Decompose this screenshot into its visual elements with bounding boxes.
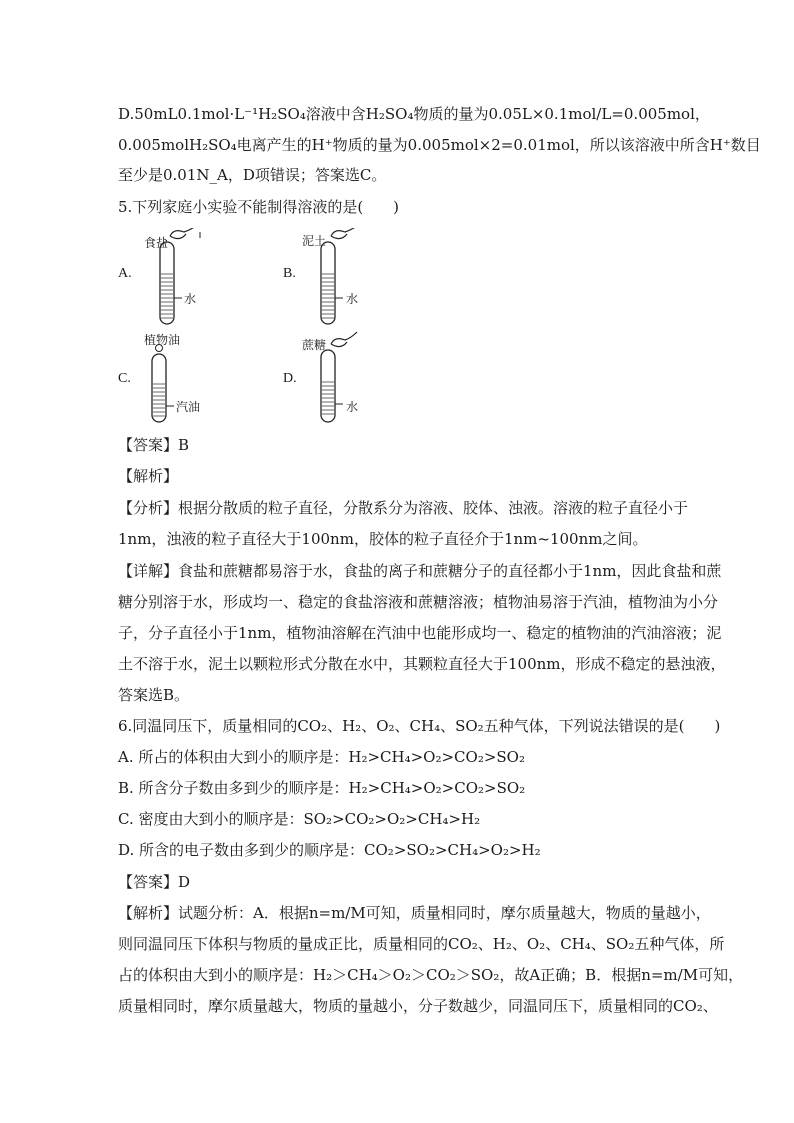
tube-c-side-label: 汽油 bbox=[176, 400, 201, 414]
tube-d-side-label: 水 bbox=[346, 400, 359, 414]
option-c: C. 密度由大到小的顺序是：SO₂>CO₂>O₂>CH₄>H₂ bbox=[118, 810, 481, 828]
tube-b-side-label: 水 bbox=[346, 292, 359, 306]
text-line: 【详解】食盐和蔗糖都易溶于水，食盐的离子和蔗糖分子的直径都小于1nm，因此食盐和蔗 bbox=[118, 562, 722, 580]
text-line: 子，分子直径小于1nm，植物油溶解在汽油中也能形成均一、稳定的植物油的汽油溶液；泥 bbox=[118, 624, 722, 642]
text-line: 糖分别溶于水，形成均一、稳定的食盐溶液和蔗糖溶液；植物油易溶于汽油，植物油为小分 bbox=[118, 593, 719, 611]
question-6-stem: 6.同温同压下，质量相同的CO₂、H₂、O₂、CH₄、SO₂五种气体，下列说法错误的是( ) bbox=[118, 717, 721, 735]
option-a-letter: A. bbox=[118, 266, 132, 281]
text-line: D.50mL0.1mol·L⁻¹H₂SO₄溶液中含H₂SO₄物质的量为0.05L×0.1mol/L=0.005mol， bbox=[118, 105, 710, 123]
text-line: 【分析】根据分散质的粒子直径，分散系分为溶液、胶体、浊液。溶液的粒子直径小于 bbox=[118, 499, 689, 517]
tube-d-top-label: 蔗糖 bbox=[302, 338, 327, 352]
text-line: 则同温同压下体积与物质的量成正比，质量相同的CO₂、H₂、O₂、CH₄、SO₂五种气体，所 bbox=[118, 935, 725, 953]
option-b-letter: B. bbox=[283, 266, 296, 281]
option-c-letter: C. bbox=[118, 371, 131, 386]
tube-b-top-label: 泥土 bbox=[302, 234, 327, 248]
text-line: 土不溶于水，泥土以颗粒形式分散在水中，其颗粒直径大于100nm，形成不稳定的悬浊液， bbox=[118, 655, 726, 673]
option-d: D. 所含的电子数由多到少的顺序是：CO₂>SO₂>CH₄>O₂>H₂ bbox=[118, 841, 541, 859]
option-d-letter: D. bbox=[283, 371, 297, 386]
text-line: 1nm，浊液的粒子直径大于100nm，胶体的粒子直径介于1nm~100nm之间。 bbox=[118, 530, 648, 548]
option-a: A. 所占的体积由大到小的顺序是：H₂>CH₄>O₂>CO₂>SO₂ bbox=[118, 748, 525, 766]
question-5-stem: 5.下列家庭小实验不能制得溶液的是( ) bbox=[118, 198, 400, 216]
answer-label: 【答案】B bbox=[118, 436, 190, 454]
text-line: 0.005molH₂SO₄电离产生的H⁺物质的量为0.005mol×2=0.01mol，所以该溶液中所含H⁺数目 bbox=[118, 136, 761, 154]
tube-c-top-label: 植物油 bbox=[144, 333, 181, 347]
tube-a-top-label: 食盐 bbox=[144, 236, 169, 250]
text-line: 占的体积由大到小的顺序是：H₂＞CH₄＞O₂＞CO₂＞SO₂，故A正确；B．根据n=m/M可知， bbox=[118, 966, 744, 984]
answer-label: 【答案】D bbox=[118, 873, 191, 891]
text-line: 答案选B。 bbox=[118, 686, 190, 704]
option-b: B. 所含分子数由多到少的顺序是：H₂>CH₄>O₂>CO₂>SO₂ bbox=[118, 779, 526, 797]
text-line: 【解析】试题分析：A．根据n=m/M可知，质量相同时，摩尔质量越大，物质的量越小， bbox=[118, 904, 711, 922]
analysis-heading: 【解析】 bbox=[118, 467, 179, 485]
tube-a-side-label: 水 bbox=[184, 292, 197, 306]
text-line: 质量相同时，摩尔质量越大，物质的量越小，分子数越少，同温同压下，质量相同的CO₂、 bbox=[118, 997, 718, 1015]
text-line: 至少是0.01N_A，D项错误；答案选C。 bbox=[118, 166, 387, 184]
